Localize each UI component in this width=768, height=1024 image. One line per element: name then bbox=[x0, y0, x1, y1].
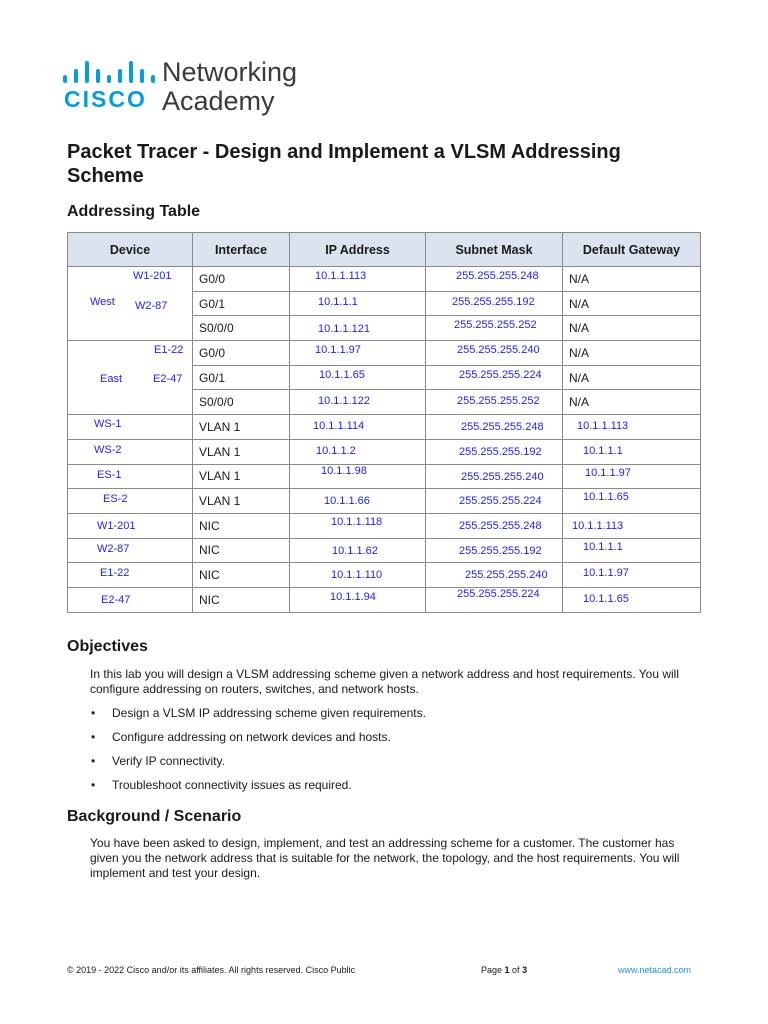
table-row bbox=[68, 563, 701, 588]
table-row bbox=[68, 538, 701, 563]
cisco-bridge-bars-icon bbox=[63, 59, 155, 83]
interface-cell: G0/1 bbox=[193, 291, 290, 316]
interface-cell: NIC bbox=[193, 538, 290, 563]
mask-cell: 255.255.255.240 bbox=[426, 563, 563, 588]
interface-cell: G0/0 bbox=[193, 267, 290, 292]
table-row bbox=[68, 489, 701, 514]
device-cell: ES-1 bbox=[68, 464, 193, 489]
cisco-wordmark: CISCO bbox=[64, 86, 147, 112]
device-name-w1-201: W1-201 bbox=[133, 270, 172, 282]
cisco-networking-academy-logo bbox=[63, 56, 323, 118]
gateway-cell: N/A bbox=[563, 365, 701, 390]
table-row bbox=[68, 415, 701, 440]
logo-networking-text: Networking bbox=[162, 57, 298, 87]
mask-cell: 255.255.255.224 bbox=[426, 587, 563, 612]
ip-cell: 10.1.1.97 bbox=[290, 341, 426, 366]
device-cell: WS-1 bbox=[68, 415, 193, 440]
ip-cell: 10.1.1.1 bbox=[290, 291, 426, 316]
device-cell: WS-2 bbox=[68, 439, 193, 464]
mask-cell: 255.255.255.240 bbox=[426, 341, 563, 366]
logo-academy-text: Academy bbox=[162, 86, 275, 116]
interface-cell: VLAN 1 bbox=[193, 439, 290, 464]
table-row bbox=[68, 513, 701, 538]
device-name-e1-22: E1-22 bbox=[154, 344, 184, 357]
ip-cell: 10.1.1.2 bbox=[290, 439, 426, 464]
mask-cell: 255.255.255.248 bbox=[426, 267, 563, 292]
interface-cell: NIC bbox=[193, 513, 290, 538]
col-header-ip-address: IP Address bbox=[290, 233, 426, 267]
objectives-heading: Objectives bbox=[67, 638, 148, 655]
table-row bbox=[68, 341, 701, 366]
gateway-cell: 10.1.1.1 bbox=[563, 538, 701, 563]
gateway-cell: 10.1.1.97 bbox=[563, 464, 701, 489]
ip-cell: 10.1.1.118 bbox=[290, 513, 426, 538]
device-group-east-cell bbox=[68, 341, 193, 415]
interface-cell: VLAN 1 bbox=[193, 415, 290, 440]
gateway-cell: N/A bbox=[563, 291, 701, 316]
device-cell: E2-47 bbox=[68, 587, 193, 612]
objectives-list bbox=[90, 706, 690, 802]
gateway-cell: N/A bbox=[563, 316, 701, 341]
device-name-e2-47: E2-47 bbox=[153, 373, 183, 386]
footer-copyright: © 2019 - 2022 Cisco and/or its affiliates. All rights reserved. Cisco Public bbox=[67, 965, 356, 975]
interface-cell: VLAN 1 bbox=[193, 464, 290, 489]
mask-cell: 255.255.255.224 bbox=[426, 365, 563, 390]
ip-cell: 10.1.1.122 bbox=[290, 390, 426, 415]
background-text: You have been asked to design, implement, and test an addressing scheme for a customer. The customer has given you the network address that is suitable for the network, the topology, and the host requirements. You will implement and test your design. bbox=[90, 836, 680, 880]
footer-page-number: Page 1 of 3 bbox=[481, 965, 528, 975]
ip-cell: 10.1.1.113 bbox=[290, 267, 426, 292]
ip-cell: 10.1.1.114 bbox=[290, 415, 426, 440]
table-row bbox=[68, 464, 701, 489]
mask-cell: 255.255.255.224 bbox=[426, 489, 563, 514]
group-label-east: East bbox=[100, 373, 123, 386]
mask-cell: 255.255.255.192 bbox=[426, 439, 563, 464]
interface-cell: G0/0 bbox=[193, 341, 290, 366]
gateway-cell: N/A bbox=[563, 267, 701, 292]
gateway-cell: 10.1.1.65 bbox=[563, 489, 701, 514]
gateway-cell: 10.1.1.113 bbox=[563, 415, 701, 440]
addressing-table-heading: Addressing Table bbox=[67, 203, 201, 220]
col-header-interface: Interface bbox=[193, 233, 290, 267]
device-cell: W1-201 bbox=[68, 513, 193, 538]
col-header-device: Device bbox=[68, 233, 193, 267]
mask-cell: 255.255.255.192 bbox=[426, 538, 563, 563]
ip-cell: 10.1.1.94 bbox=[290, 587, 426, 612]
list-item: • Design a VLSM IP addressing scheme given requirements. bbox=[91, 706, 426, 720]
mask-cell: 255.255.255.248 bbox=[426, 513, 563, 538]
device-cell: ES-2 bbox=[68, 489, 193, 514]
interface-cell: S0/0/0 bbox=[193, 390, 290, 415]
ip-cell: 10.1.1.65 bbox=[290, 365, 426, 390]
device-cell: W2-87 bbox=[68, 538, 193, 563]
ip-cell: 10.1.1.62 bbox=[290, 538, 426, 563]
list-item: • Troubleshoot connectivity issues as required. bbox=[91, 778, 352, 792]
gateway-cell: N/A bbox=[563, 341, 701, 366]
list-item: • Verify IP connectivity. bbox=[91, 754, 225, 768]
table-header-row bbox=[68, 233, 701, 267]
interface-cell: VLAN 1 bbox=[193, 489, 290, 514]
addressing-table bbox=[67, 232, 701, 613]
mask-cell: 255.255.255.240 bbox=[426, 464, 563, 489]
mask-cell: 255.255.255.252 bbox=[426, 316, 563, 341]
table-row bbox=[68, 439, 701, 464]
col-header-subnet-mask: Subnet Mask bbox=[426, 233, 563, 267]
background-heading: Background / Scenario bbox=[67, 808, 242, 825]
table-row bbox=[68, 267, 701, 292]
gateway-cell: 10.1.1.97 bbox=[563, 563, 701, 588]
list-item: • Configure addressing on network devices and hosts. bbox=[91, 730, 391, 744]
col-header-default-gateway: Default Gateway bbox=[563, 233, 701, 267]
footer-netacad-link[interactable]: www.netacad.com bbox=[618, 965, 692, 975]
mask-cell: 255.255.255.248 bbox=[426, 415, 563, 440]
mask-cell: 255.255.255.192 bbox=[426, 291, 563, 316]
device-cell: E1-22 bbox=[68, 563, 193, 588]
objectives-intro: In this lab you will design a VLSM addressing scheme given a network address and host requirements. You will configure addressing on routers, switches, and network hosts. bbox=[90, 667, 679, 696]
interface-cell: G0/1 bbox=[193, 365, 290, 390]
interface-cell: NIC bbox=[193, 587, 290, 612]
gateway-cell: 10.1.1.65 bbox=[563, 587, 701, 612]
ip-cell: 10.1.1.66 bbox=[290, 489, 426, 514]
document-title: Packet Tracer - Design and Implement a VLSM Addressing Scheme bbox=[67, 141, 621, 187]
gateway-cell: 10.1.1.1 bbox=[563, 439, 701, 464]
mask-cell: 255.255.255.252 bbox=[426, 390, 563, 415]
table-row bbox=[68, 587, 701, 612]
interface-cell: S0/0/0 bbox=[193, 316, 290, 341]
device-group-west-cell bbox=[68, 267, 193, 341]
gateway-cell: 10.1.1.113 bbox=[563, 513, 701, 538]
device-name-w2-87: W2-87 bbox=[135, 300, 168, 312]
gateway-cell: N/A bbox=[563, 390, 701, 415]
ip-cell: 10.1.1.121 bbox=[290, 316, 426, 341]
ip-cell: 10.1.1.110 bbox=[290, 563, 426, 588]
group-label-west: West bbox=[90, 296, 115, 308]
ip-cell: 10.1.1.98 bbox=[290, 464, 426, 489]
interface-cell: NIC bbox=[193, 563, 290, 588]
